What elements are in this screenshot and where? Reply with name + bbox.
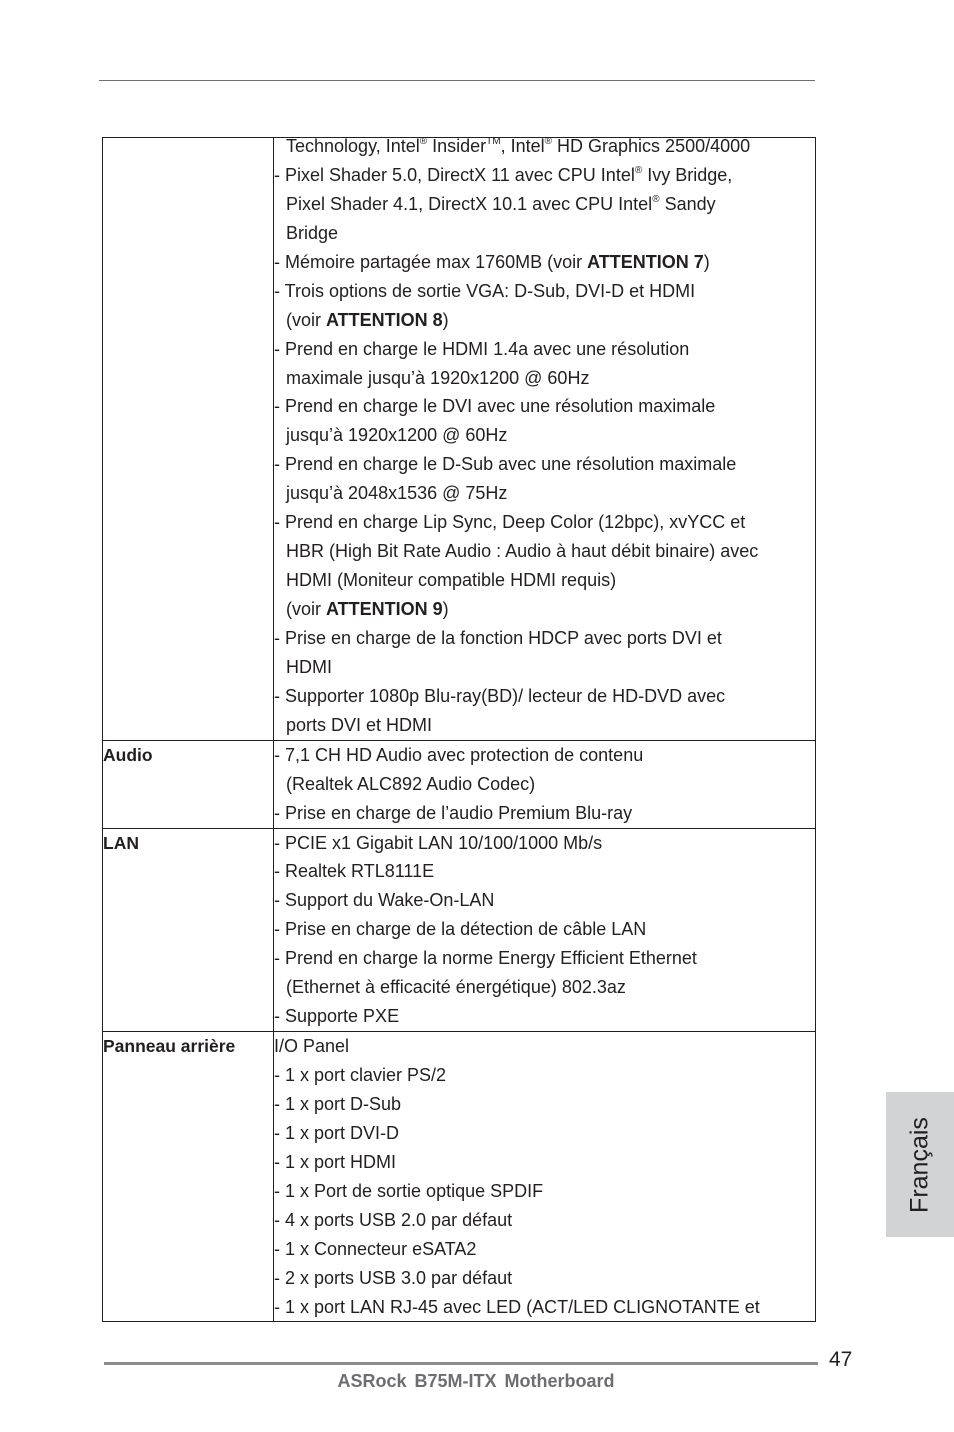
- footer-title: [0, 1371, 954, 1392]
- spec-line: I/O Panel: [274, 1036, 350, 1057]
- table-row-graphics: [103, 138, 816, 741]
- spec-line: - 1 x Port de sortie optique SPDIF: [274, 1180, 544, 1201]
- spec-line: HBR (High Bit Rate Audio : Audio à haut débit binaire) avec: [286, 541, 759, 562]
- spec-line: - Prend en charge le D-Sub avec une résolution maximale: [274, 454, 737, 475]
- spec-line: - Prend en charge la norme Energy Efficient Ethernet: [274, 948, 697, 969]
- spec-line: - 1 x port DVI-D: [274, 1122, 400, 1143]
- spec-lines: [274, 740, 816, 828]
- row-label: Panneau arrière: [103, 1032, 274, 1322]
- spec-line: - 1 x port D-Sub: [274, 1093, 402, 1114]
- spec-line: maximale jusqu’à 1920x1200 @ 60Hz: [286, 367, 590, 388]
- spec-line: - Prend en charge Lip Sync, Deep Color (12bpc), xvYCC et: [274, 512, 746, 533]
- spec-line: HDMI (Moniteur compatible HDMI requis): [286, 570, 617, 591]
- spec-line: - Prise en charge de la fonction HDCP avec ports DVI et: [274, 627, 722, 648]
- row-label: LAN: [103, 828, 274, 1032]
- spec-line: - Prise en charge de la détection de câble LAN: [274, 919, 647, 940]
- table-row: [103, 828, 816, 1032]
- spec-line: - Trois options de sortie VGA: D-Sub, DVI-D et HDMI: [274, 280, 696, 301]
- spec-line: ports DVI et HDMI: [286, 714, 433, 735]
- spec-line: - Prend en charge le DVI avec une résolution maximale: [274, 396, 716, 417]
- spec-line: - Prend en charge le HDMI 1.4a avec une résolution: [274, 338, 690, 359]
- spec-line: - Prise en charge de l’audio Premium Blu-ray: [274, 802, 633, 823]
- language-side-tab: [886, 1092, 954, 1237]
- graphics-spec-lines: [274, 138, 816, 741]
- spec-line: (voir ATTENTION 8): [286, 309, 449, 330]
- spec-line: - 1 x port LAN RJ-45 avec LED (ACT/LED CLIGNOTANTE et: [274, 1296, 760, 1317]
- footer-rule: [104, 1362, 818, 1365]
- spec-line: Bridge: [286, 222, 339, 243]
- spec-line: (Ethernet à efficacité énergétique) 802.3az: [286, 977, 626, 998]
- spec-line: - Mémoire partagée max 1760MB (voir ATTENTION 7): [274, 251, 710, 272]
- spec-line: - PCIE x1 Gigabit LAN 10/100/1000 Mb/s: [274, 832, 603, 853]
- spec-line: Technology, Intel® Insider™, Intel® HD Graphics 2500/4000: [286, 136, 751, 156]
- spec-line: - 2 x ports USB 3.0 par défaut: [274, 1267, 513, 1288]
- spec-line: jusqu’à 1920x1200 @ 60Hz: [286, 425, 508, 446]
- spec-line: - 1 x port clavier PS/2: [274, 1065, 447, 1085]
- spec-line: - Realtek RTL8111E: [274, 861, 435, 882]
- spec-line: - 1 x Connecteur eSATA2: [274, 1238, 477, 1259]
- footer-title-text: ASRock B75M-ITX Motherboard: [337, 1371, 615, 1391]
- page-number: 47: [829, 1348, 853, 1371]
- spec-lines: [274, 1032, 816, 1322]
- table-row: [103, 1032, 816, 1322]
- spec-table: [102, 137, 816, 1322]
- spec-line: - Supporter 1080p Blu-ray(BD)/ lecteur de HD-DVD avec: [274, 685, 726, 706]
- language-tab-label: Français: [905, 1116, 934, 1213]
- row-label: Audio: [103, 740, 274, 828]
- spec-line: - Support du Wake-On-LAN: [274, 890, 495, 911]
- spec-line: jusqu’à 2048x1536 @ 75Hz: [286, 483, 508, 504]
- spec-line: (Realtek ALC892 Audio Codec): [286, 773, 536, 794]
- spec-line: HDMI: [286, 656, 332, 677]
- spec-line: - 1 x port HDMI: [274, 1151, 397, 1172]
- spec-lines: [274, 828, 816, 1032]
- table-row: [103, 740, 816, 828]
- header-rule: [99, 80, 815, 81]
- spec-line: - 7,1 CH HD Audio avec protection de contenu: [274, 744, 644, 765]
- row-label-cell: [103, 138, 274, 741]
- spec-line: - Supporte PXE: [274, 1006, 400, 1027]
- spec-line: (voir ATTENTION 9): [286, 599, 449, 619]
- spec-line: Pixel Shader 4.1, DirectX 10.1 avec CPU Intel® Sandy: [286, 193, 716, 214]
- spec-line: - 4 x ports USB 2.0 par défaut: [274, 1209, 513, 1230]
- spec-line: - Pixel Shader 5.0, DirectX 11 avec CPU Intel® Ivy Bridge,: [274, 164, 733, 185]
